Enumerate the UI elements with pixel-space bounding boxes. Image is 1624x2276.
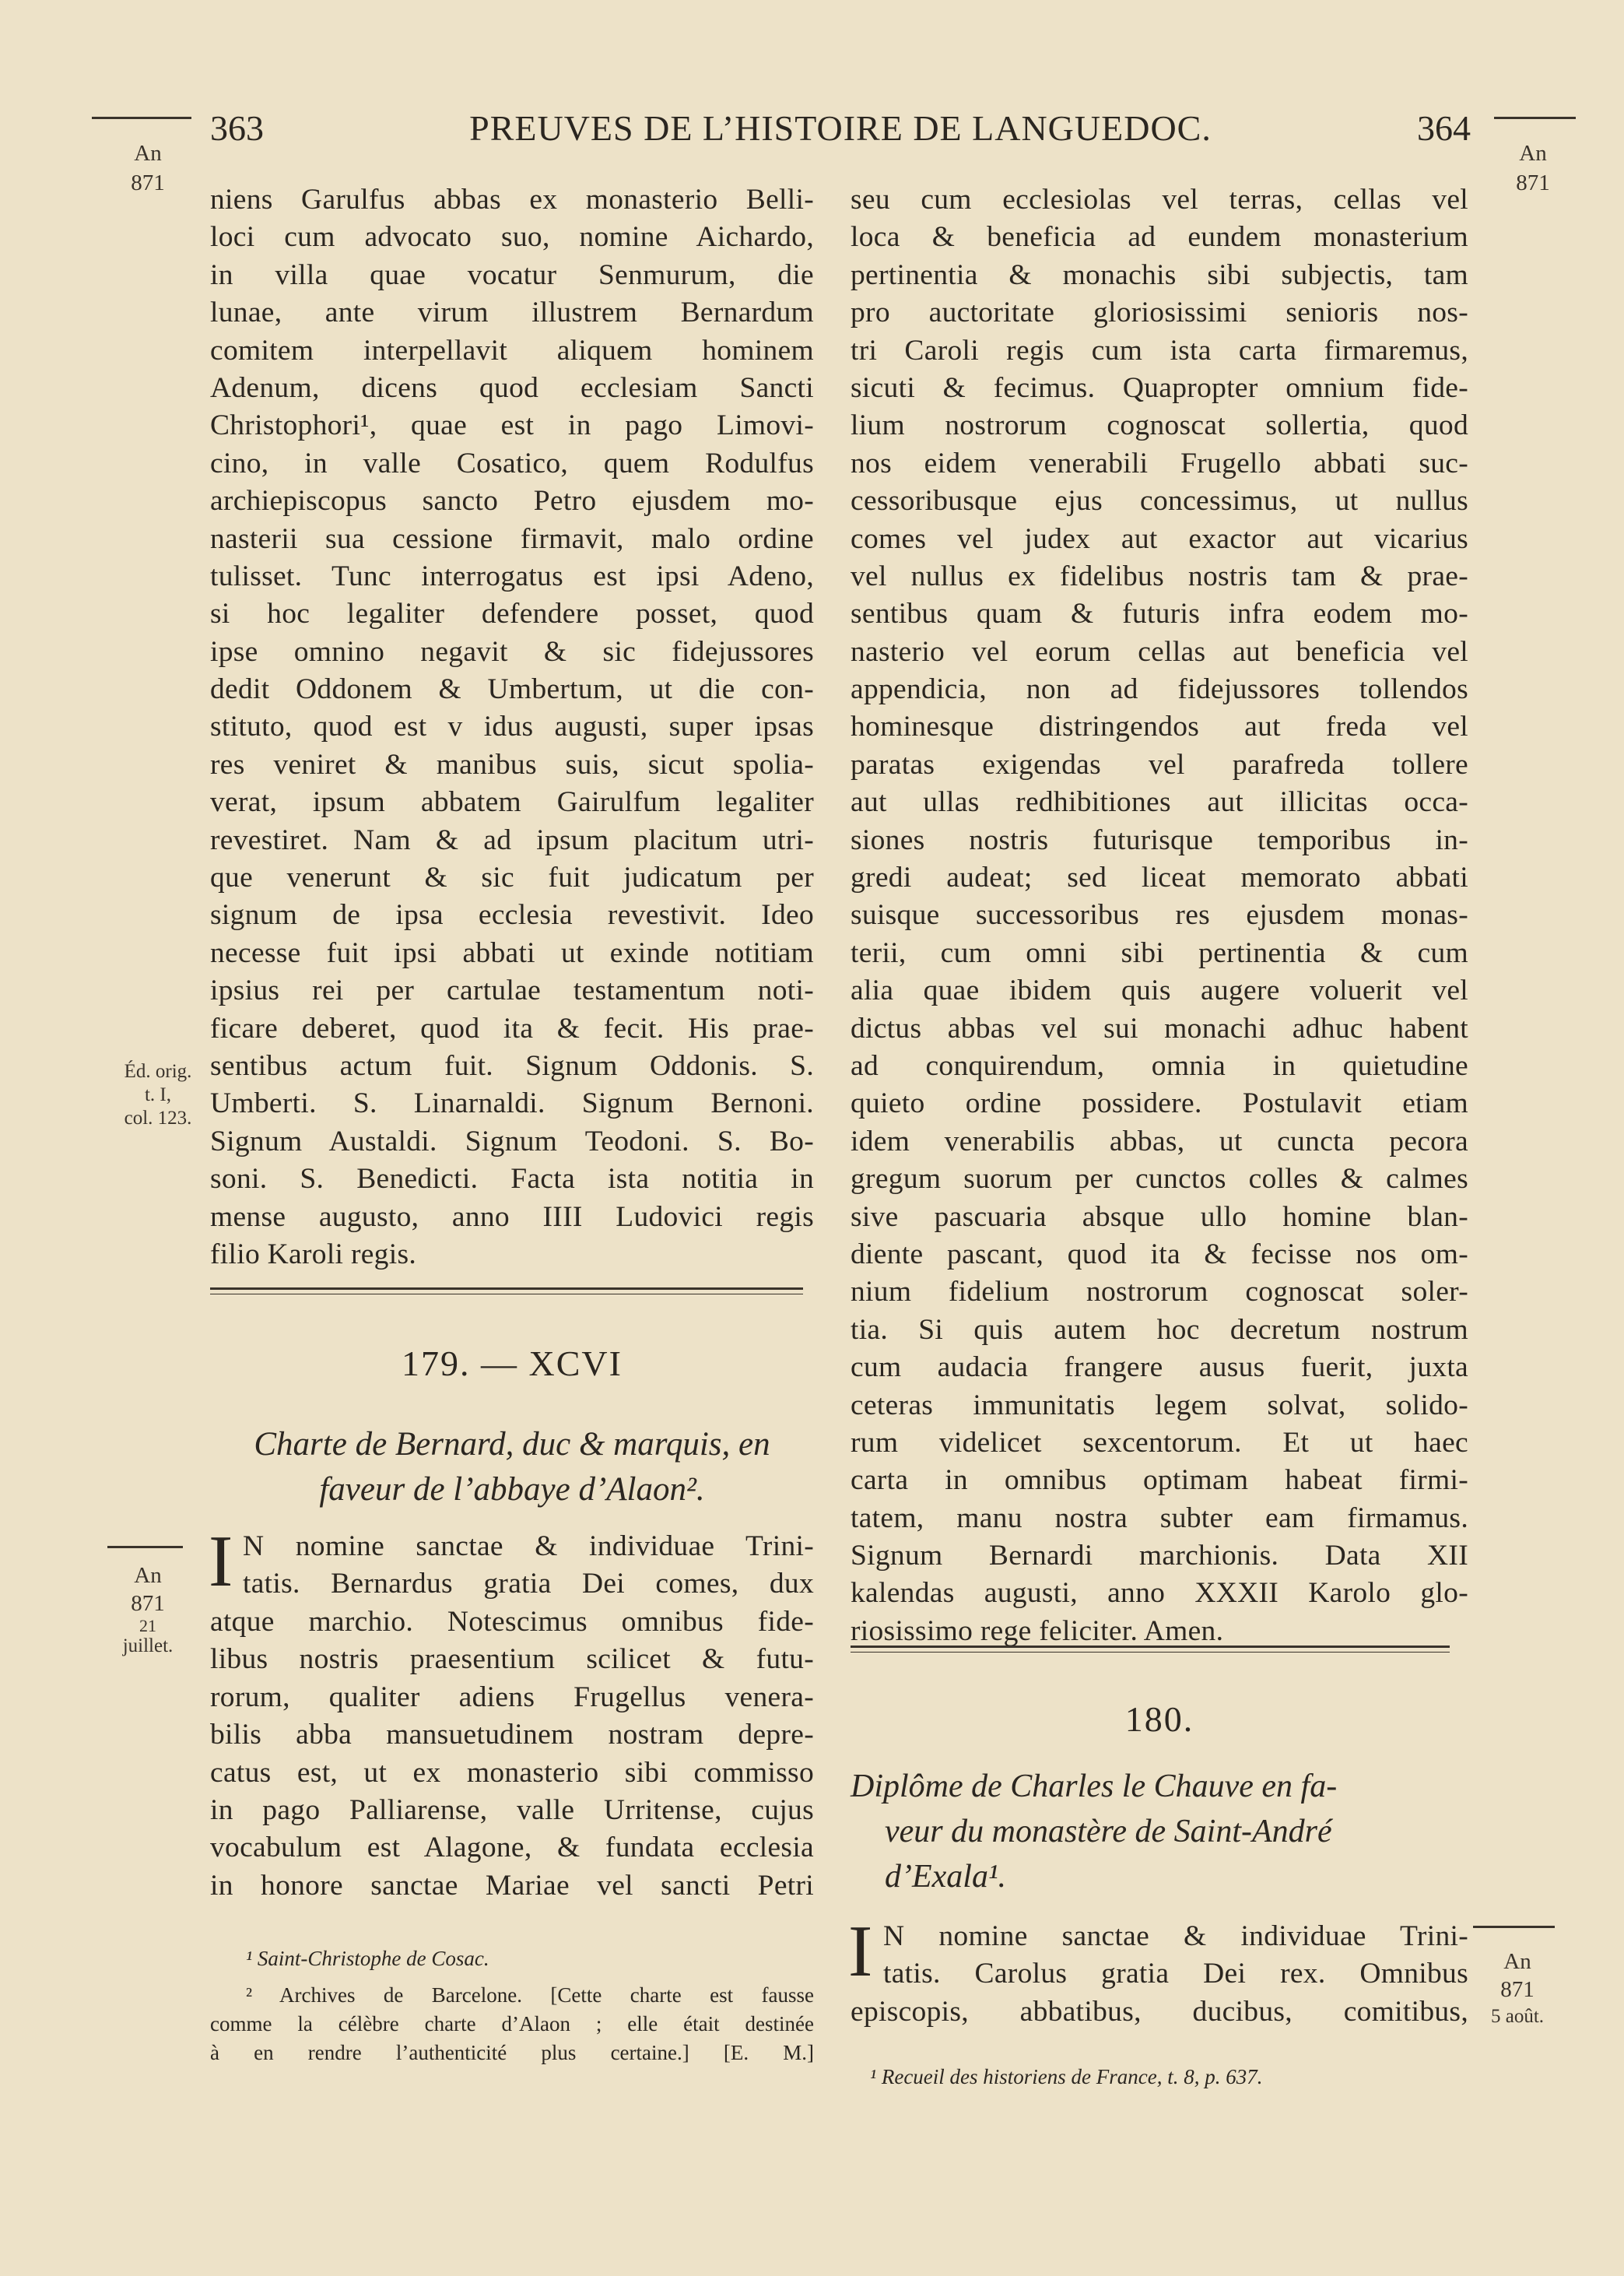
text-line: nium fidelium nostrorum cognoscat soler- — [851, 1276, 1468, 1308]
margin-an: An — [1503, 1949, 1531, 1974]
document-number-179: 179. — XCVI — [402, 1343, 623, 1383]
margin-year: 871 — [1516, 170, 1550, 195]
text-line: cum audacia frangere ausus fuerit, juxta — [851, 1351, 1468, 1384]
text-line: aut ullas redhibitiones aut illicitas occa- — [851, 786, 1468, 819]
ed-orig-label: Éd. orig. — [124, 1061, 192, 1082]
text-line: episcopis, abbatibus, ducibus, comitibus, — [851, 1996, 1468, 2028]
text-line: idem venerabilis abbas, ut cuncta pecora — [851, 1125, 1468, 1157]
text-line: seu cum ecclesiolas vel terras, cellas vel — [851, 184, 1468, 216]
text-line: verat, ipsum abbatem Gairulfum legaliter — [210, 786, 814, 819]
text-line: ipse omnino negavit & sic fidejussores — [210, 635, 814, 668]
text-line: comes vel judex aut exactor aut vicarius — [851, 522, 1468, 555]
margin-rule-top-right — [1494, 117, 1576, 119]
text-line: gregum suorum per cunctos colles & calmes — [851, 1163, 1468, 1196]
text-line: archiepiscopus sancto Petro ejusdem mo- — [210, 485, 814, 518]
text-line: necesse fuit ipsi abbati ut exinde notitiam — [210, 936, 814, 969]
text-line: comitem interpellavit aliquem hominem — [210, 334, 814, 367]
text-line: terii, cum omni sibi pertinentia & cum — [851, 936, 1468, 969]
margin-note-ed-orig — [107, 1060, 209, 1130]
margin-day: 21 — [139, 1616, 156, 1635]
text-line: dedit Oddonem & Umbertum, ut die con- — [210, 673, 814, 706]
text-line: ad conquirendum, omnia in quietudine — [851, 1049, 1468, 1082]
text-line: kalendas augusti, anno XXXII Karolo glo- — [851, 1577, 1468, 1610]
drop-cap-180: I — [848, 1911, 873, 1992]
document-title-line: veur du monastère de Saint-André — [885, 1814, 1332, 1849]
margin-an: An — [1519, 141, 1547, 166]
text-line: mense augusto, anno IIII Ludovici regis — [210, 1200, 814, 1233]
text-line: pro auctoritate gloriosissimi senioris nos- — [851, 297, 1468, 329]
footnote-line: à en rendre l’authenticité plus certaine.] [E. M.] — [210, 2041, 814, 2064]
text-line: lunae, ante virum illustrem Bernardum — [210, 297, 814, 329]
text-line: tatis. Carolus gratia Dei rex. Omnibus — [883, 1958, 1468, 1990]
text-line: niens Garulfus abbas ex monasterio Belli- — [210, 184, 814, 216]
text-line: cessoribusque ejus concessimus, ut nullus — [851, 485, 1468, 518]
text-line: rorum, qualiter adiens Frugellus venera- — [210, 1681, 814, 1713]
text-line: Signum Austaldi. Signum Teodoni. S. Bo- — [210, 1125, 814, 1157]
doc179-first-lines — [243, 1528, 814, 1603]
text-line: quieto ordine possidere. Postulavit etiam — [851, 1087, 1468, 1120]
text-line: revestiret. Nam & ad ipsum placitum utri- — [210, 824, 814, 856]
text-line: catus est, ut ex monasterio sibi commisso — [210, 1756, 814, 1789]
text-line: in pago Palliarense, valle Urritense, cujus — [210, 1793, 814, 1826]
ed-orig-column: col. 123. — [124, 1108, 192, 1129]
text-line: nasterio vel eorum cellas aut beneficia vel — [851, 635, 1468, 668]
text-line: si hoc legaliter defendere posset, quod — [210, 598, 814, 630]
text-line: Umberti. S. Linarnaldi. Signum Bernoni. — [210, 1087, 814, 1120]
margin-an: An — [134, 141, 162, 166]
text-line: que venerunt & sic fuit judicatum per — [210, 862, 814, 894]
document-title-line: d’Exala¹. — [885, 1859, 1007, 1895]
doc180-first-lines — [883, 1918, 1468, 1993]
footnote-line: comme la célèbre charte d’Alaon ; elle était destinée — [210, 2012, 814, 2035]
text-line: in villa quae vocatur Senmurum, die — [210, 258, 814, 291]
text-line: sentibus quam & futuris infra eodem mo- — [851, 598, 1468, 630]
text-line: signum de ipsa ecclesia revestivit. Ideo — [210, 899, 814, 932]
footnotes-right — [870, 2063, 1469, 2092]
margin-note-top-left — [117, 139, 179, 198]
right-column-text — [851, 181, 1468, 1650]
text-line: diente pascant, quod ita & fecisse nos om- — [851, 1238, 1468, 1270]
doc180-body — [851, 1993, 1468, 2031]
margin-date: 5 août. — [1490, 2006, 1545, 2027]
margin-rule-doc179 — [107, 1546, 183, 1548]
text-line: siones nostris futurisque temporibus in- — [851, 824, 1468, 856]
text-line: sicuti & fecimus. Quapropter omnium fide- — [851, 371, 1468, 404]
margin-rule-doc180 — [1473, 1926, 1555, 1928]
text-line: loca & beneficia ad eundem monasterium — [851, 221, 1468, 254]
text-line: appendicia, non ad fidejussores tollendos — [851, 673, 1468, 706]
text-line: tia. Si quis autem hoc decretum nostrum — [851, 1313, 1468, 1346]
text-line: carta in omnibus optimam habeat firmi- — [851, 1464, 1468, 1497]
text-line: riosissimo rege feliciter. Amen. — [851, 1614, 1224, 1647]
margin-note-top-right — [1502, 139, 1564, 198]
text-line: lium nostrorum cognoscat sollertia, quod — [851, 409, 1468, 442]
text-line: ceteras immunitatis legem solvat, solido- — [851, 1389, 1468, 1421]
margin-month: juillet. — [122, 1635, 174, 1656]
text-line: sive pascuaria absque ullo homine blan- — [851, 1200, 1468, 1233]
text-line: Adenum, dicens quod ecclesiam Sancti — [210, 371, 814, 404]
text-line: sentibus actum fuit. Signum Oddonis. S. — [210, 1049, 814, 1082]
margin-note-doc179 — [117, 1561, 179, 1658]
footnote-line: ² Archives de Barcelone. [Cette charte est fausse — [246, 1983, 814, 2007]
text-line: nasterii sua cessione firmavit, malo ordine — [210, 522, 814, 555]
text-line: dictus abbas vel sui monachi adhuc habent — [851, 1012, 1468, 1045]
document-title-line: Charte de Bernard, duc & marquis, en — [254, 1426, 770, 1463]
document-title-180 — [851, 1764, 1468, 1899]
text-line: Signum Bernardi marchionis. Data XII — [851, 1540, 1468, 1572]
margin-an: An — [134, 1563, 162, 1588]
text-line: soni. S. Benedicti. Facta ista notitia in — [210, 1163, 814, 1196]
document-number-180: 180. — [1124, 1699, 1194, 1739]
text-line: res veniret & manibus suis, sicut spolia- — [210, 748, 814, 781]
text-line: tri Caroli regis cum ista carta firmaremus, — [851, 334, 1468, 367]
text-line: Christophori¹, quae est in pago Limovi- — [210, 409, 814, 442]
text-line: gredi audeat; sed liceat memorato abbati — [851, 862, 1468, 894]
margin-rule-top-left — [92, 117, 191, 119]
footnote-line: ¹ Recueil des historiens de France, t. 8, p. 637. — [870, 2065, 1263, 2088]
page-number-left: 363 — [210, 108, 264, 148]
text-line: tatis. Bernardus gratia Dei comes, dux — [243, 1568, 814, 1600]
margin-note-doc180 — [1478, 1948, 1556, 2030]
text-line: suisque successoribus res ejusdem monas- — [851, 899, 1468, 932]
text-line: ipsius rei per cartulae testamentum noti- — [210, 975, 814, 1007]
text-line: tatem, manu nostra subter eam firmamus. — [851, 1502, 1468, 1534]
section-rule-left — [210, 1287, 803, 1294]
section-rule-right — [851, 1646, 1450, 1653]
running-header — [210, 107, 1471, 162]
text-line: vel nullus ex fidelibus nostris tam & prae- — [851, 560, 1468, 592]
text-line: filio Karoli regis. — [210, 1238, 417, 1270]
left-column-text — [210, 181, 814, 1273]
page-number-right: 364 — [1417, 108, 1471, 148]
text-line: bilis abba mansuetudinem nostram depre- — [210, 1719, 814, 1751]
text-line: nos eidem venerabili Frugello abbati suc- — [851, 447, 1468, 479]
text-line: ficare deberet, quod ita & fecit. His prae- — [210, 1012, 814, 1045]
document-title-179 — [210, 1422, 814, 1512]
text-line: loci cum advocato suo, nomine Aichardo, — [210, 221, 814, 254]
text-line: hominesque distringendos aut freda vel — [851, 711, 1468, 743]
text-line: rum videlicet sexcentorum. Et ut haec — [851, 1426, 1468, 1459]
text-line: cino, in valle Cosatico, quem Rodulfus — [210, 447, 814, 479]
text-line: stituto, quod est v idus augusti, super ipsas — [210, 711, 814, 743]
footnote-line: ¹ Saint-Christophe de Cosac. — [246, 1947, 489, 1970]
text-line: pertinentia & monachis sibi subjectis, tam — [851, 258, 1468, 291]
text-line: N nomine sanctae & individuae Trini- — [883, 1920, 1468, 1952]
text-line: vocabulum est Alagone, & fundata ecclesia — [210, 1832, 814, 1864]
text-line: atque marchio. Notescimus omnibus fide- — [210, 1606, 814, 1638]
margin-year: 871 — [1500, 1977, 1535, 2002]
text-line: tulisset. Tunc interrogatus est ipsi Adeno, — [210, 560, 814, 592]
text-line: alia quae ibidem quis augere voluerit vel — [851, 975, 1468, 1007]
ed-orig-volume: t. I, — [144, 1084, 172, 1105]
text-line: in honore sanctae Mariae vel sancti Petri — [210, 1869, 814, 1902]
drop-cap-179: I — [209, 1521, 233, 1602]
doc179-body — [210, 1603, 814, 1905]
text-line: N nomine sanctae & individuae Trini- — [243, 1530, 814, 1562]
text-line: libus nostris praesentium scilicet & futu- — [210, 1643, 814, 1676]
document-title-line: faveur de l’abbaye d’Alaon². — [319, 1471, 705, 1508]
footnotes-left — [210, 1944, 814, 2067]
text-line: paratas exigendas vel parafreda tollere — [851, 748, 1468, 781]
document-title-line: Diplôme de Charles le Chauve en fa- — [851, 1768, 1338, 1804]
margin-year: 871 — [131, 170, 165, 195]
margin-year: 871 — [131, 1591, 165, 1616]
running-title: PREUVES DE L’HISTOIRE DE LANGUEDOC. — [469, 108, 1212, 148]
